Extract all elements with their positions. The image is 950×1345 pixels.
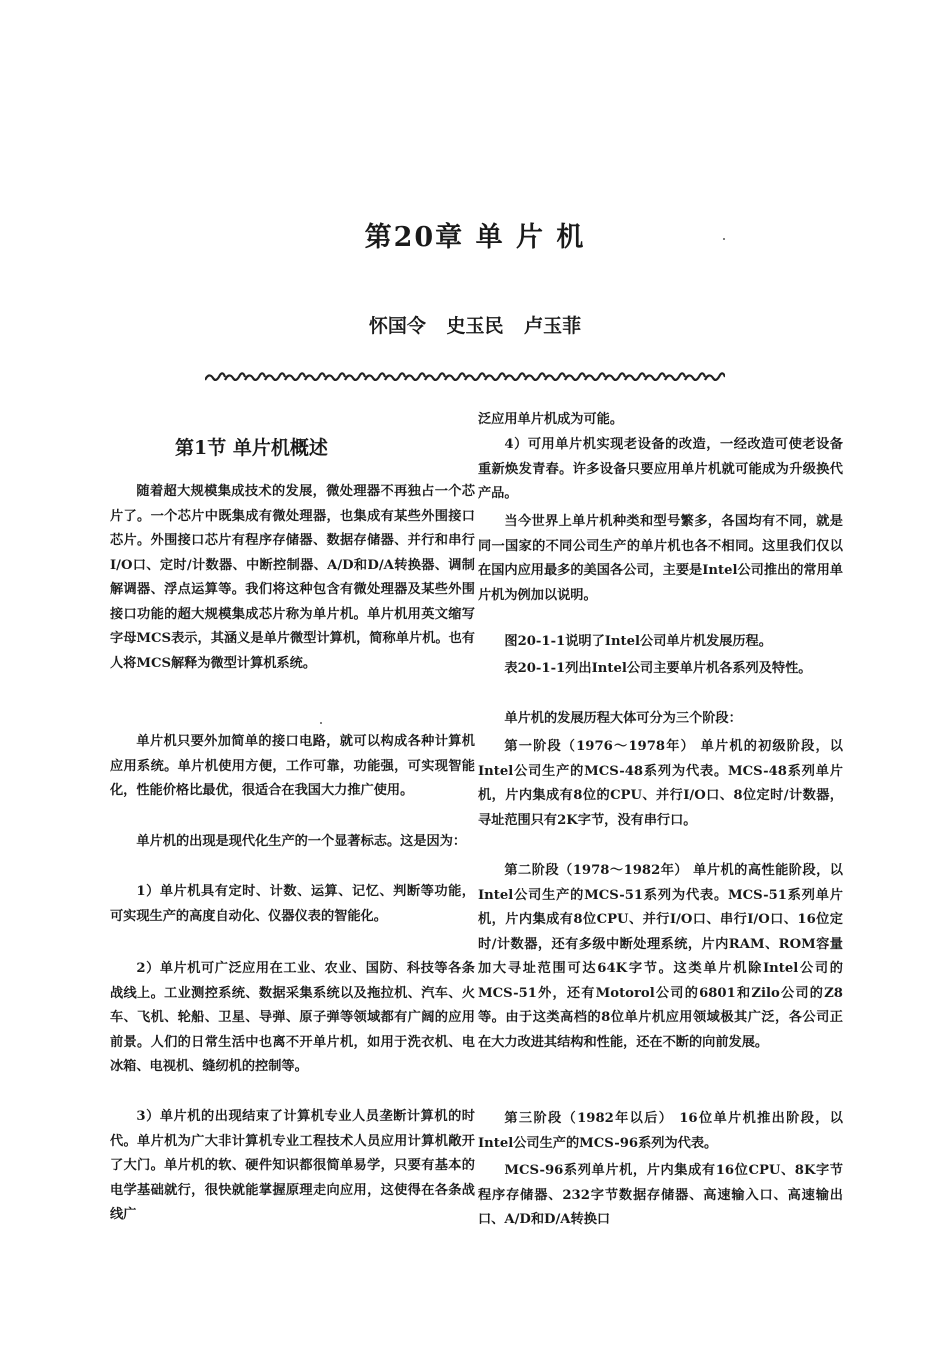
ornament-mark: [465, 373, 485, 380]
paragraph: 第二阶段（1978～1982年） 单片机的高性能阶段，以Intel公司生产的MCS-51系列为代表。MCS-51系列单片机，片内集成有8位CPU、并行I/O口、串行I/O口、16位定时/计数器，还有多级中断处理系统，片内RAM、ROM容量加大寻址范围可达64K字节。这类单片机除Intel公司的MCS-51外，还有Motorol公司的6801和Zilo公司的Z8等。由于这类高档的8位单片机应用领域极其广泛，各公司正在大力改进其结构和性能，还在不断的向前发展。: [478, 863, 843, 1050]
paragraph: 当今世界上单片机种类和型号繁多，各国均有不同，就是同一国家的不同公司生产的单片机也各不相同。这里我们仅以在国内应用最多的美国各公司，主要是Intel公司推出的常用单片机为例加以说明。: [478, 514, 843, 603]
list-item: 4）可用单片机实现老设备的改造，一经改造可使老设备重新焕发青春。许多设备只要应用单片机就可能成为升级换代产品。: [478, 437, 843, 501]
paragraph: 表20-1-1列出Intel公司主要单片机各系列及特性。: [504, 661, 812, 676]
ornament-mark: [705, 373, 725, 380]
ornament-mark: [265, 373, 285, 380]
ornament-mark: [365, 373, 385, 380]
chapter-authors: 怀国令 史玉民 卢玉菲: [368, 315, 582, 337]
ornament-mark: [545, 373, 565, 380]
ornament-mark: [525, 373, 545, 380]
ornament-mark: [225, 373, 245, 380]
ornament-mark: [565, 373, 585, 380]
ornament-mark: [285, 373, 305, 380]
scan-speck: [723, 238, 725, 240]
ornament-mark: [505, 373, 525, 380]
ornament-mark: [685, 373, 705, 380]
ornament-mark: [205, 373, 225, 380]
ornament-mark: [445, 373, 465, 380]
ornament-mark: [345, 373, 365, 380]
ornament-mark: [385, 373, 405, 380]
list-item: 2）单片机可广泛应用在工业、农业、国防、科技等各条战线上。工业测控系统、数据采集系统以及拖拉机、汽车、火车、飞机、轮船、卫星、导弹、原子弹等领域都有广阔的应用前景。人们的日常生活中也离不开单片机，如用于洗衣机、电冰箱、电视机、缝纫机的控制等。: [110, 961, 475, 1074]
ornament-mark: [425, 373, 445, 380]
ornament-mark: [325, 373, 345, 380]
ornament-mark: [485, 373, 505, 380]
paragraph: 单片机的出现是现代化生产的一个显著标志。这是因为：: [136, 834, 467, 849]
ornament-mark: [585, 373, 605, 380]
ornament-mark: [665, 373, 685, 380]
paragraph: 单片机只要外加简单的接口电路，就可以构成各种计算机应用系统。单片机使用方便，工作可靠，功能强，可实现智能化，性能价格比最优，很适合在我国大力推广使用。: [110, 734, 475, 798]
paragraph: 单片机的发展历程大体可分为三个阶段：: [504, 711, 742, 726]
ornament-mark: [305, 373, 325, 380]
paragraph: 泛应用单片机成为可能。: [478, 412, 624, 427]
scan-speck: [320, 722, 322, 724]
list-item: 3）单片机的出现结束了计算机专业人员垄断计算机的时代。单片机为广大非计算机专业工程技术人员应用计算机敞开了大门。单片机的软、硬件知识都很简单易学，只要有基本的电学基础就行，很快就能掌握原理走向应用，这使得在各条战线广: [110, 1109, 475, 1222]
paragraph: 第三阶段（1982年以后） 16位单片机推出阶段，以Intel公司生产的MCS-96系列为代表。: [478, 1111, 843, 1151]
paragraph: MCS-96系列单片机，片内集成有16位CPU、8K字节程序存储器、232字节数据存储器、高速输入口、高速输出口、A/D和D/A转换口: [478, 1163, 843, 1227]
ornament-mark: [605, 373, 625, 380]
ornament-mark: [625, 373, 645, 380]
section-heading: 第1节 单片机概述: [175, 437, 328, 459]
paragraph: 图20-1-1说明了Intel公司单片机发展历程。: [504, 634, 772, 649]
ornament-mark: [245, 373, 265, 380]
decorative-divider: [205, 370, 725, 384]
ornament-mark: [405, 373, 425, 380]
list-item: 1）单片机具有定时、计数、运算、记忆、判断等功能，可实现生产的高度自动化、仪器仪表的智能化。: [110, 884, 475, 924]
paragraph: 第一阶段（1976～1978年） 单片机的初级阶段，以Intel公司生产的MCS-48系列为代表。MCS-48系列单片机，片内集成有8位的CPU、并行I/O口、8位定时/计数器，寻址范围只有2K字节，没有串行口。: [478, 739, 843, 828]
chapter-title: 第20章 单 片 机: [364, 222, 586, 253]
paragraph: 随着超大规模集成技术的发展，微处理器不再独占一个芯片了。一个芯片中既集成有微处理器，也集成有某些外围接口芯片。外围接口芯片有程序存储器、数据存储器、并行和串行I/O口、定时/计数器、中断控制器、A/D和D/A转换器、调制解调器、浮点运算等。我们将这种包含有微处理器及某些外围接口功能的超大规模集成芯片称为单片机。单片机用英文缩写字母MCS表示，其涵义是单片微型计算机，简称单片机。也有人将MCS解释为微型计算机系统。: [110, 484, 475, 671]
ornament-mark: [645, 373, 665, 380]
